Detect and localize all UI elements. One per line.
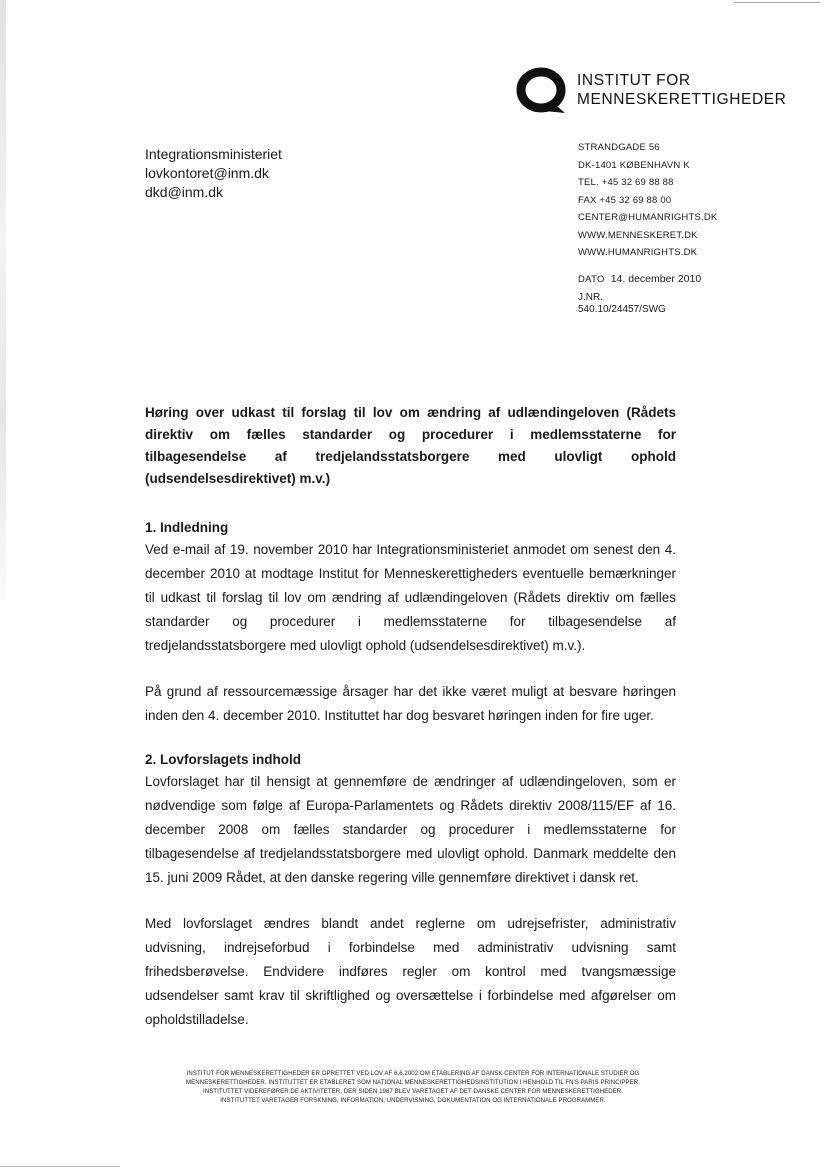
footer-line-1: INSTITUT FOR MENNESKERETTIGHEDER ER OPRETTET VED LOV AF 6.6.2002 OM ETABLERING AF DANSK CENTER FOR INTERNATIONALE STUDIER OG bbox=[186, 1070, 640, 1077]
section-2-paragraph-2: Med lovforslaget ændres blandt andet reglerne om udrejsefrister, administrativ udvisning, indrejseforbud i forbindelse med administrativ udvisning samt frihedsberøvelse. Endvidere indføres regler om kontrol med tvangsmæssige udsendelser samt krav til skriftlighed og oversættelse i forbindelse med afgørelser om opholdstilladelse. bbox=[145, 916, 676, 1027]
contact-fax: FAX +45 32 69 88 00 bbox=[578, 194, 672, 206]
section-1-paragraph-1: Ved e-mail af 19. november 2010 har Integrationsministeriet anmodet om senest den 4. december 2010 at modtage Institut for Menneskerettigheders eventuelle bemærkninger til udkast til forslag til lov om ændring af udlændingeloven (Rådets direktiv om fælles standarder og procedurer i medlemsstaterne for tilbagesendelse af tredjelandsstatsborgere med ulovligt ophold (udsendelsesdirektivet) m.v.). bbox=[145, 542, 676, 653]
date-value: 14. december 2010 bbox=[610, 273, 702, 285]
journal-number bbox=[578, 292, 666, 316]
contact-street: STRANDGADE 56 bbox=[578, 142, 660, 153]
letter-body bbox=[145, 402, 676, 1054]
logo-line-1: INSTITUT FOR bbox=[577, 72, 691, 89]
recipient-block bbox=[145, 145, 282, 202]
contact-city: DK-1401 KØBENHAVN K bbox=[578, 159, 690, 171]
institute-logo-icon bbox=[515, 67, 567, 113]
recipient-email-2: dkd@inm.dk bbox=[145, 184, 224, 200]
letter-title: Høring over udkast til forslag til lov om ændring af udlændingeloven (Rådets direktiv om fælles standarder og procedurer i medlemsstaterne for tilbagesendelse af tredjelandsstatsborgere med ulovligt ophold (udsendelsesdirektivet) m.v.) bbox=[145, 405, 676, 486]
footer-line-2: MENNESKERETTIGHEDER. INSTITUTTET ER ETABLERET SOM NATIONAL MENNESKERETTIGHEDSINSTITUTION I HENHOLD TIL FN'S PARIS PRINCIPPER. bbox=[186, 1079, 640, 1086]
section-1-heading: 1. Indledning bbox=[145, 520, 229, 535]
top-rule bbox=[734, 2, 820, 3]
recipient-email-1: lovkontoret@inm.dk bbox=[145, 165, 269, 181]
institute-name bbox=[577, 71, 786, 109]
footer-legal-text bbox=[150, 1069, 676, 1105]
footer-line-4: INSTITUTTET VARETAGER FORSKNING, INFORMATION, UNDERVISNING, DOKUMENTATION OG INTERNATIONALE PROGRAMMER. bbox=[220, 1097, 606, 1104]
date-label: DATO bbox=[578, 274, 605, 285]
logo-line-2: MENNESKERETTIGHEDER bbox=[577, 91, 787, 108]
recipient-name: Integrationsministeriet bbox=[145, 146, 282, 162]
section-2-paragraph-1: Lovforslaget har til hensigt at gennemføre de ændringer af udlændingeloven, som er nødvendige som følge af Europa-Parlamentets og Rådets direktiv 2008/115/EF af 16. december 2008 om fælles standarder og procedurer i medlemsstaterne for tilbagesendelse af tredjelandsstatsborgere med ulovligt ophold. Danmark meddelte den 15. juni 2009 Rådet, at den danske regering ville gennemføre direktivet i dansk ret. bbox=[145, 774, 676, 885]
scan-edge-shadow bbox=[0, 0, 6, 600]
contact-block bbox=[578, 139, 717, 262]
contact-tel: TEL. +45 32 69 88 88 bbox=[578, 177, 674, 188]
section-1-paragraph-2: På grund af ressourcemæssige årsager har det ikke været muligt at besvare høringen inden den 4. december 2010. Instituttet har dog besvaret høringen inden for fire uger. bbox=[145, 684, 676, 723]
section-2-heading: 2. Lovforslagets indhold bbox=[145, 752, 302, 767]
contact-web-1: WWW.MENNESKERET.DK bbox=[578, 229, 698, 241]
bottom-rule bbox=[0, 1166, 120, 1167]
contact-web-2: WWW.HUMANRIGHTS.DK bbox=[578, 247, 698, 258]
date-line bbox=[578, 272, 701, 287]
jnr-value: 540.10/24457/SWG bbox=[578, 304, 666, 315]
jnr-label: J.NR. bbox=[578, 292, 603, 303]
contact-email: CENTER@HUMANRIGHTS.DK bbox=[578, 212, 718, 223]
footer-line-3: INSTITUTTET VIDEREFØRER DE AKTIVITETER, DER SIDEN 1987 BLEV VARETAGET AF DET DANSKE CENTER FOR MENNESKERETTIGHEDER. bbox=[203, 1088, 623, 1095]
